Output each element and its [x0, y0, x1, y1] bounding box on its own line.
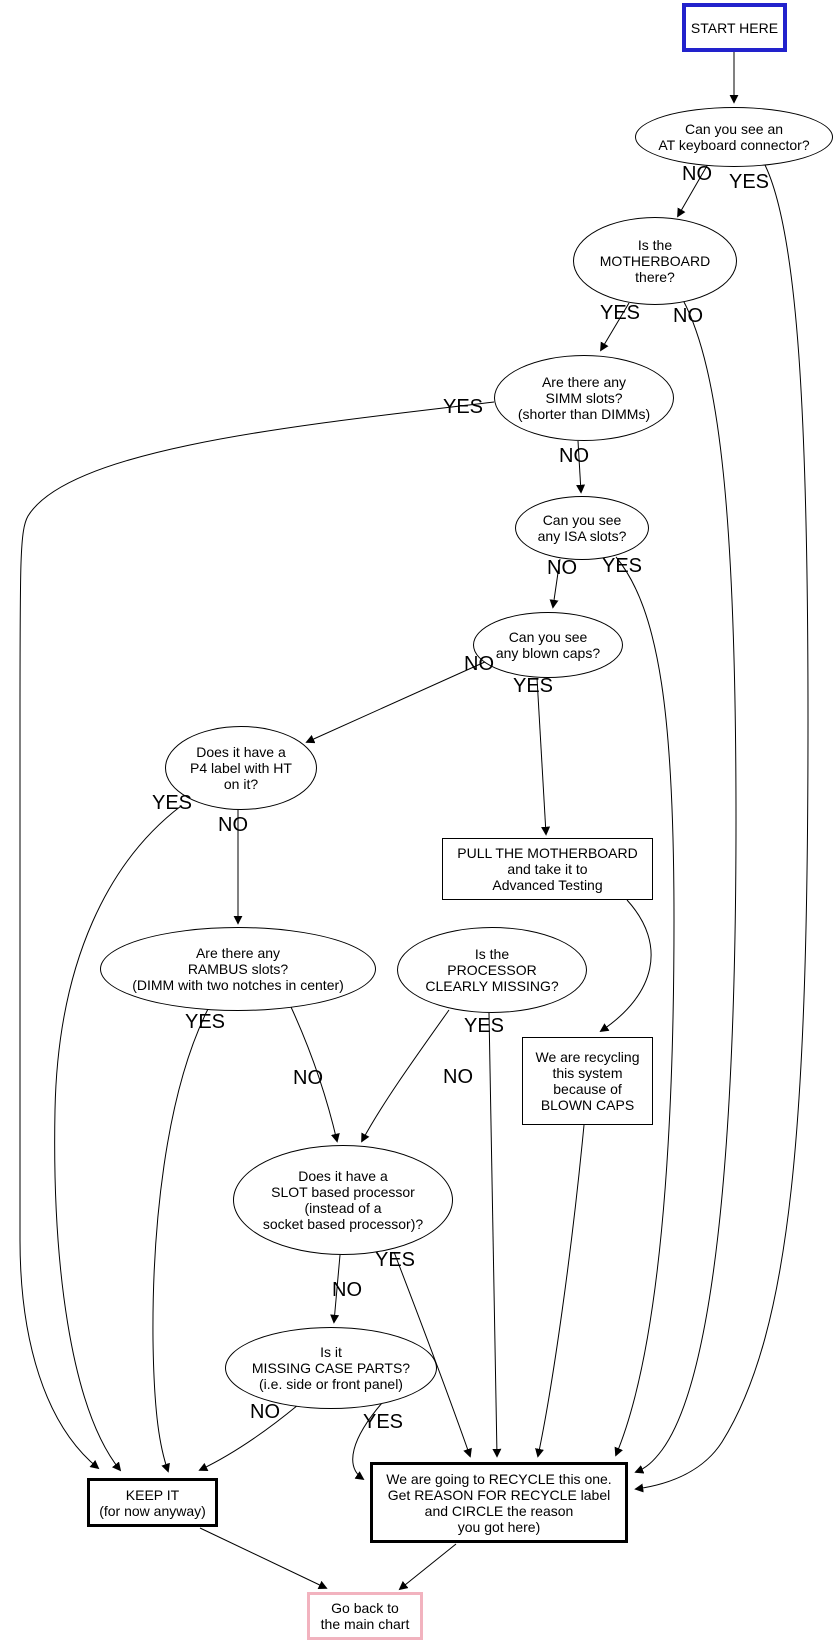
- text-line: and CIRCLE the reason: [424, 1502, 574, 1519]
- text-line: (i.e. side or front panel): [259, 1376, 403, 1392]
- edge-label-at-yes: YES: [728, 171, 770, 193]
- edge-label-case-yes: YES: [362, 1411, 404, 1433]
- text-line: on it?: [223, 776, 259, 792]
- text-line: START HERE: [690, 19, 779, 36]
- edge-p4-yes: [55, 806, 181, 1470]
- edge-at-yes: [636, 163, 808, 1489]
- text-line: PULL THE MOTHERBOARD: [457, 845, 638, 861]
- text-line: Advanced Testing: [492, 877, 603, 893]
- node-go-back-main-chart: [307, 1592, 423, 1640]
- text-line: SIMM slots?: [545, 390, 623, 406]
- edge-label-p4-no: NO: [218, 814, 248, 836]
- text-line: Can you see: [542, 512, 622, 528]
- edge-label-rambus-no: NO: [293, 1067, 323, 1089]
- text-line: Does it have a: [196, 744, 286, 760]
- edge-label-slot-no: NO: [332, 1279, 362, 1301]
- node-recycling-blown-caps: [522, 1037, 653, 1125]
- edge-label-isa-no: NO: [547, 557, 577, 579]
- node-missing-case-parts-question: [225, 1327, 437, 1409]
- text-line: Go back to: [331, 1600, 399, 1616]
- text-line: PROCESSOR: [447, 962, 537, 978]
- text-line: the main chart: [320, 1616, 410, 1632]
- edge-proc-no: [362, 1010, 449, 1141]
- node-isa-question: [515, 496, 649, 560]
- node-slot-processor-question: [233, 1145, 453, 1255]
- text-line: any ISA slots?: [537, 528, 627, 544]
- node-blown-caps-question: [473, 612, 623, 678]
- edge-label-p4-yes: YES: [151, 792, 193, 814]
- edge-keep-to-goback: [200, 1528, 326, 1588]
- edge-isa-yes: [616, 557, 674, 1455]
- edge-label-case-no: NO: [250, 1401, 280, 1423]
- text-line: AT keyboard connector?: [658, 137, 810, 153]
- edge-label-proc-no: NO: [443, 1066, 473, 1088]
- text-line: Is it: [320, 1344, 342, 1360]
- text-line: CLEARLY MISSING?: [425, 978, 559, 994]
- edge-case-no: [200, 1405, 298, 1470]
- edge-rambus-yes: [153, 1009, 208, 1471]
- edge-label-simm-yes: YES: [442, 396, 484, 418]
- text-line: there?: [635, 269, 675, 285]
- text-line: any blown caps?: [495, 645, 601, 661]
- text-line: Does it have a: [298, 1168, 388, 1184]
- node-motherboard-question: [573, 217, 737, 305]
- edge-blown-yes: [537, 678, 546, 834]
- text-line: this system: [552, 1065, 623, 1081]
- edge-proc-yes: [489, 1013, 497, 1456]
- text-line: P4 label with HT: [190, 760, 292, 776]
- edge-label-mb-yes: YES: [599, 302, 641, 324]
- text-line: SLOT based processor: [271, 1184, 415, 1200]
- text-line: (for now anyway): [99, 1502, 206, 1519]
- text-line: (instead of a: [304, 1200, 382, 1216]
- edge-recycle-to-goback: [400, 1544, 456, 1589]
- node-keep-it: [87, 1478, 218, 1527]
- text-line: (DIMM with two notches in center): [132, 977, 344, 993]
- text-line: you got here): [457, 1518, 541, 1535]
- text-line: Are there any: [541, 374, 627, 390]
- text-line: Is the: [637, 237, 673, 253]
- text-line: RAMBUS slots?: [187, 961, 289, 977]
- node-recycle: [370, 1462, 628, 1543]
- text-line: We are recycling: [535, 1049, 640, 1065]
- edge-label-simm-no: NO: [559, 445, 589, 467]
- text-line: BLOWN CAPS: [540, 1097, 635, 1113]
- node-simm-question: [494, 355, 674, 441]
- text-line: Are there any: [195, 945, 281, 961]
- text-line: Is the: [474, 946, 510, 962]
- text-line: Can you see an: [684, 121, 784, 137]
- text-line: We are going to RECYCLE this one.: [386, 1470, 612, 1487]
- text-line: socket based processor)?: [262, 1216, 424, 1232]
- edge-label-blown-no: NO: [464, 653, 494, 675]
- edge-label-rambus-yes: YES: [184, 1011, 226, 1033]
- text-line: and take it to: [507, 861, 588, 877]
- text-line: KEEP IT: [125, 1486, 180, 1503]
- node-start-here: [682, 3, 787, 52]
- edge-caps-to-recycle: [538, 1125, 584, 1456]
- edge-blown-no: [307, 661, 487, 742]
- text-line: Can you see: [508, 629, 588, 645]
- text-line: MOTHERBOARD: [599, 253, 711, 269]
- text-line: MISSING CASE PARTS?: [251, 1360, 411, 1376]
- edge-label-at-no: NO: [682, 163, 712, 185]
- edge-label-mb-no: NO: [673, 305, 703, 327]
- edge-label-blown-yes: YES: [512, 675, 554, 697]
- edge-pull-to-caps: [601, 900, 651, 1031]
- edge-label-slot-yes: YES: [374, 1249, 416, 1271]
- edge-label-proc-yes: YES: [463, 1015, 505, 1037]
- node-pull-motherboard: [442, 838, 653, 900]
- node-rambus-question: [100, 927, 376, 1011]
- edge-label-isa-yes: YES: [601, 555, 643, 577]
- text-line: because of: [553, 1081, 622, 1097]
- node-processor-missing-question: [397, 927, 587, 1013]
- node-at-keyboard-question: [635, 107, 833, 167]
- text-line: Get REASON FOR RECYCLE label: [387, 1486, 611, 1503]
- text-line: (shorter than DIMMs): [517, 406, 651, 422]
